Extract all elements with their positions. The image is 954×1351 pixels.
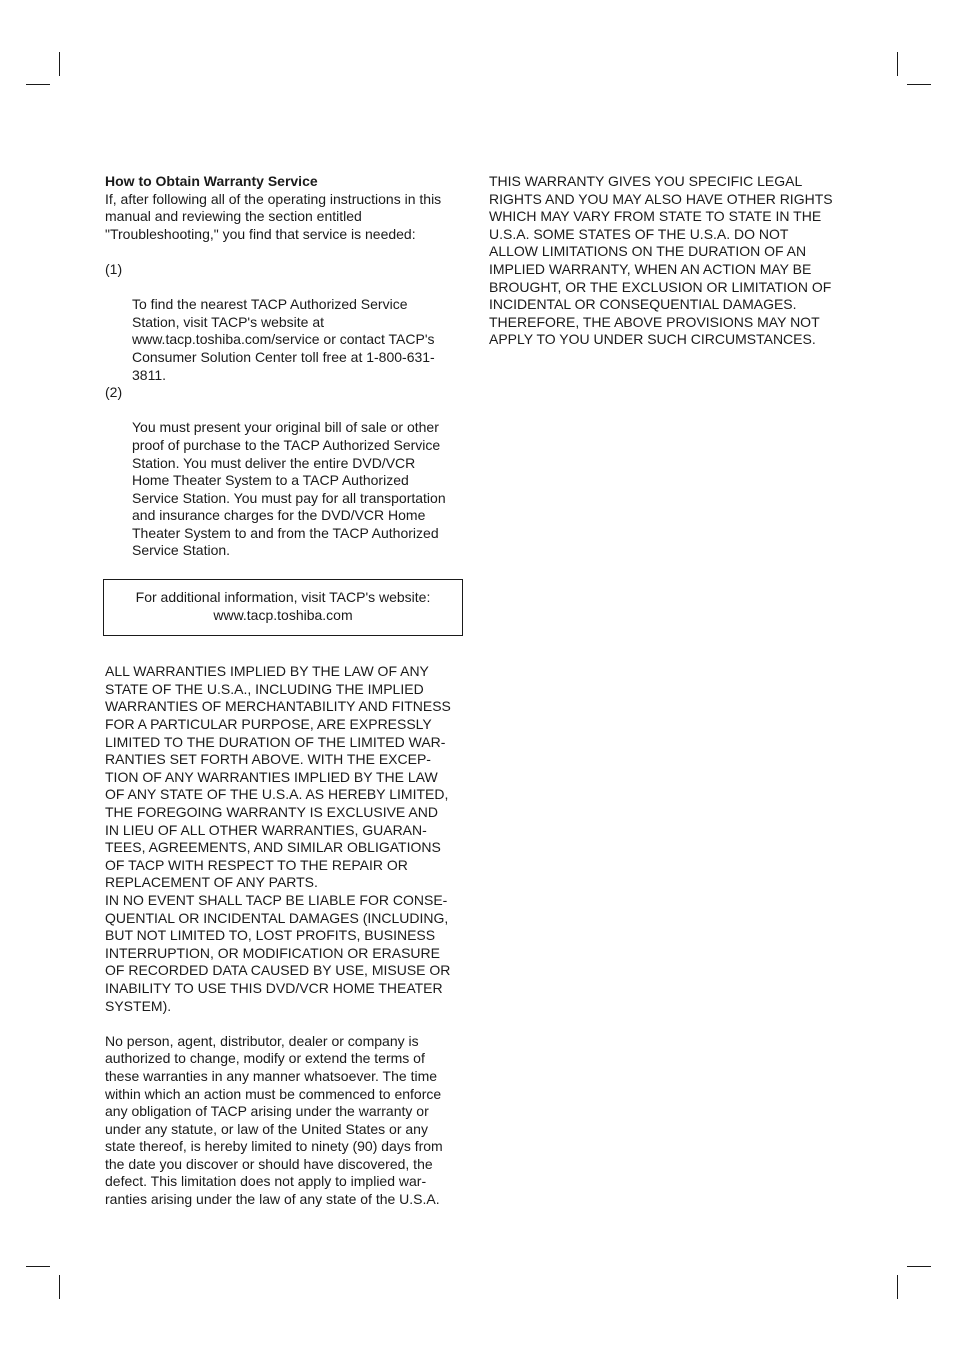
crop-mark-top-right-vertical (897, 52, 898, 76)
warranty-service-heading: How to Obtain Warranty Service (105, 173, 318, 189)
spacer (105, 1015, 467, 1033)
spacer (105, 243, 467, 261)
step-text: To find the nearest TACP Authorized Service Station, visit TACP's website at www.tacp.toshiba.com/service or contact TACP's Consumer Solution Center toll free at 1-800-631- 3811. (132, 296, 435, 383)
additional-info-box: For additional information, visit TACP's website: www.tacp.toshiba.com (103, 579, 463, 636)
legal-rights-paragraph: THIS WARRANTY GIVES YOU SPECIFIC LEGAL RIGHTS AND YOU MAY ALSO HAVE OTHER RIGHTS WHICH MAY VARY FROM STATE TO STATE IN THE U.S.A. SOME STATES OF THE U.S.A. DO NOT ALLOW LIMITATIONS ON THE DURATION OF AN IMPLIED WARRANTY, WHEN AN ACTION MAY BE BROUGHT, OR THE EXCLUSION OR LIMITATION OF INCIDENTAL OR CONSEQUENTIAL DAMAGES. THEREFORE, THE ABOVE PROVISIONS MAY NOT APPLY TO YOU UNDER SUCH CIRCUMSTANCES. (489, 173, 833, 348)
crop-mark-top-right-horizontal (907, 84, 931, 85)
liability-paragraph: IN NO EVENT SHALL TACP BE LIABLE FOR CONSE- QUENTIAL OR INCIDENTAL DAMAGES (INCLUDING, BUT NOT LIMITED TO, LOST PROFITS, BUSINESS INTERRUPTION, OR MODIFICATION OR ERASURE OF RECORDED DATA CAUSED BY USE, MISUSE OR INABILITY TO USE THIS DVD/VCR HOME THEATER SYSTEM). (105, 891, 451, 1014)
step-number: (2) (105, 384, 123, 401)
crop-mark-bottom-right-vertical (897, 1275, 898, 1299)
crop-mark-top-left-vertical (59, 52, 60, 76)
no-person-paragraph: No person, agent, distributor, dealer or company is authorized to change, modify or extend the terms of these warranties in any manner whatsoever. The time within which an action must be commenced to enforce any obligation of TACP arising under the warranty or under any statute, or law of the United States or any state thereof, is hereby limited to ninety (90) days from the date you discover or should have discovered, the defect. This limitation does not apply to implied war- ranties arising under the law of any state of the U.S.A. (105, 1032, 443, 1208)
implied-warranties-paragraph: ALL WARRANTIES IMPLIED BY THE LAW OF ANY STATE OF THE U.S.A., INCLUDING THE IMPLIED WARRANTIES OF MERCHANTABILITY AND FITNESS FOR A PARTICULAR PURPOSE, ARE EXPRESSLY LIMITED TO THE DURATION OF THE LIMITED WAR- RANTIES SET FORTH ABOVE. WITH THE EXCEP- TION OF ANY WARRANTIES IMPLIED BY THE LAW OF ANY STATE OF THE U.S.A. AS HEREBY LIMITED, THE FOREGOING WARRANTY IS EXCLUSIVE AND IN LIEU OF ALL OTHER WARRANTIES, GUARAN- TEES, AGREEMENTS, AND SIMILAR OBLIGATIONS OF TACP WITH RESPECT TO THE REPAIR OR REPLACEMENT OF ANY PARTS. (105, 663, 451, 891)
crop-mark-bottom-right-horizontal (907, 1266, 931, 1267)
crop-mark-bottom-left-vertical (59, 1275, 60, 1299)
step-number: (1) (105, 260, 123, 277)
right-column (489, 173, 851, 349)
left-column (105, 173, 467, 1209)
service-steps-list (105, 261, 467, 560)
warranty-service-intro: If, after following all of the operating instructions in this manual and reviewing the section entitled "Troubleshooting," you find that service is needed: (105, 190, 442, 242)
crop-mark-bottom-left-horizontal (26, 1266, 50, 1267)
crop-mark-top-left-horizontal (26, 84, 50, 85)
service-step (105, 384, 467, 560)
service-step (105, 261, 467, 384)
spacer (105, 636, 467, 663)
step-text: You must present your original bill of sale or other proof of purchase to the TACP Authorized Service Station. You must deliver the entire DVD/VCR Home Theater System to a TACP Authorized Service Station. You must pay for all transportation and insurance charges for the DVD/VCR Home Theater System to and from the TACP Authorized Service Station. (132, 419, 446, 559)
